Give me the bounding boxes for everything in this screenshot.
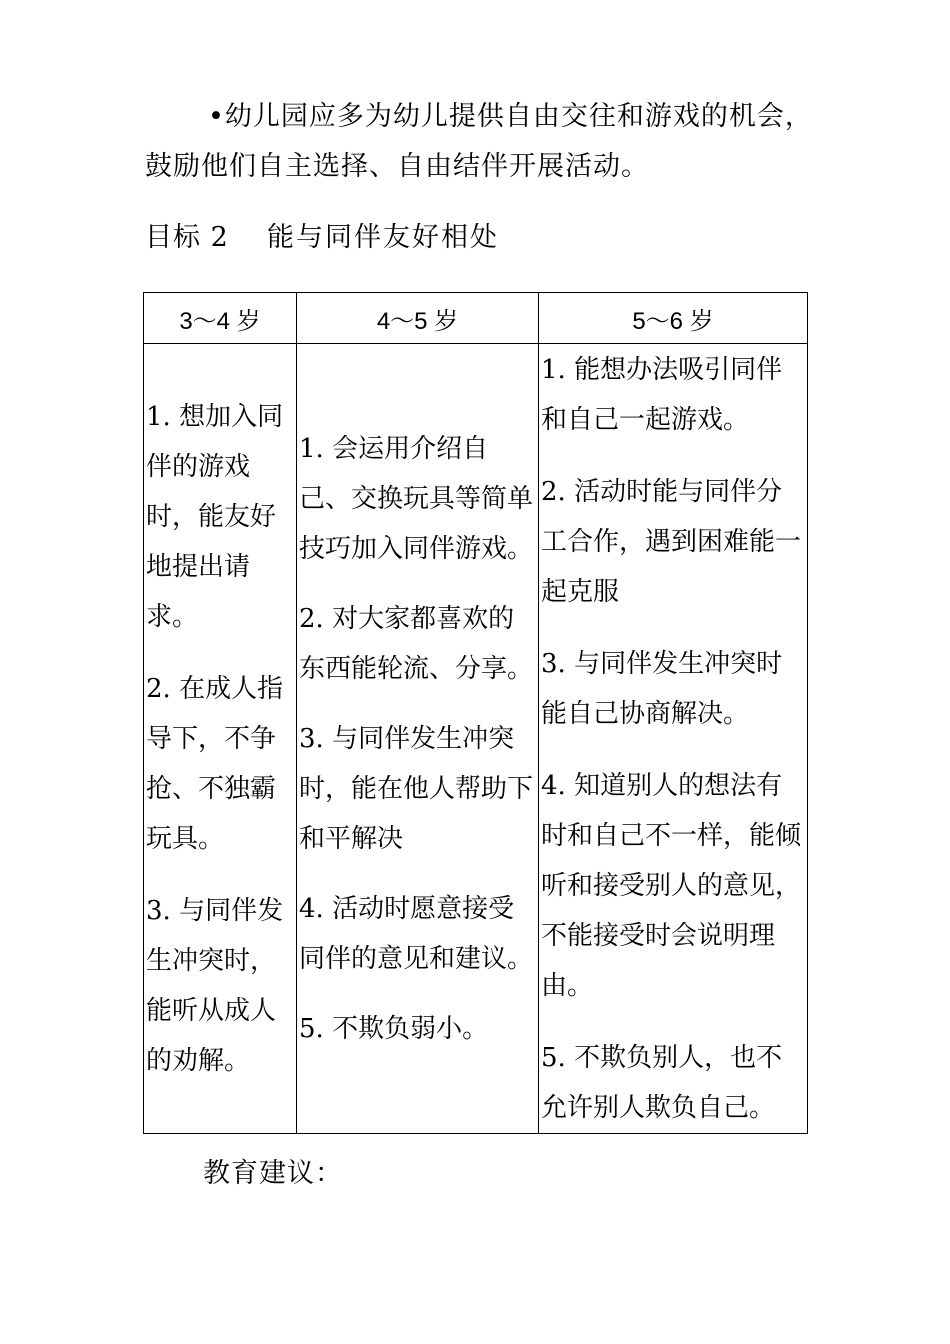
- cell-age-3-4: [144, 344, 297, 1134]
- intro-paragraph: [145, 92, 825, 192]
- age-goal-table: [143, 292, 808, 1134]
- header-age-5-6-label: 5～6 岁: [632, 307, 714, 335]
- education-advice-heading: 教育建议：: [203, 1158, 343, 1189]
- cell-age-5-6: [539, 344, 808, 1134]
- goal-heading: [145, 214, 499, 262]
- goal-label: 目标 2: [145, 222, 229, 253]
- header-age-3-4-label: 3～4 岁: [179, 307, 261, 335]
- header-age-4-5-label: 4～5 岁: [376, 307, 459, 335]
- list-item: 1. 会运用介绍自己、交换玩具等简单技巧加入同伴游戏。: [299, 433, 534, 564]
- table-header-row: [144, 293, 808, 344]
- intro-line-1: •幼儿园应多为幼儿提供自由交往和游戏的机会，: [208, 101, 813, 132]
- list-item: 3. 与同伴发生冲突时能自己协商解决。: [541, 648, 783, 729]
- list-item: 2. 对大家都喜欢的东西能轮流、分享。: [299, 603, 534, 684]
- cell-age-4-5: [297, 344, 539, 1134]
- header-age-3-4: [144, 293, 297, 344]
- intro-line-2: 鼓励他们自主选择、自由结伴开展活动。: [145, 151, 649, 182]
- list-item: 1. 想加入同伴的游戏时，能友好地提出请求。: [146, 401, 284, 632]
- header-age-5-6: [539, 293, 808, 344]
- list-item: 3. 与同伴发生冲突时，能在他人帮助下和平解决: [299, 723, 534, 854]
- list-item: 1. 能想办法吸引同伴和自己一起游戏。: [541, 354, 783, 435]
- list-item: 5. 不欺负弱小。: [299, 1013, 489, 1044]
- list-item: 2. 在成人指导下，不争抢、不独霸玩具。: [146, 673, 284, 854]
- list-item: 5. 不欺负别人，也不允许别人欺负自己。: [541, 1042, 783, 1123]
- table-row: [144, 344, 808, 1134]
- list-item: 4. 知道别人的想法有时和自己不一样，能倾听和接受别人的意见，不能接受时会说明理由。: [541, 770, 802, 1001]
- list-item: 4. 活动时愿意接受同伴的意见和建议。: [299, 893, 534, 974]
- header-age-4-5: [297, 293, 539, 344]
- list-item: 3. 与同伴发生冲突时，能听从成人的劝解。: [146, 895, 284, 1076]
- goal-title: 能与同伴友好相处: [267, 222, 499, 253]
- list-item: 2. 活动时能与同伴分工合作，遇到困难能一起克服: [541, 476, 802, 607]
